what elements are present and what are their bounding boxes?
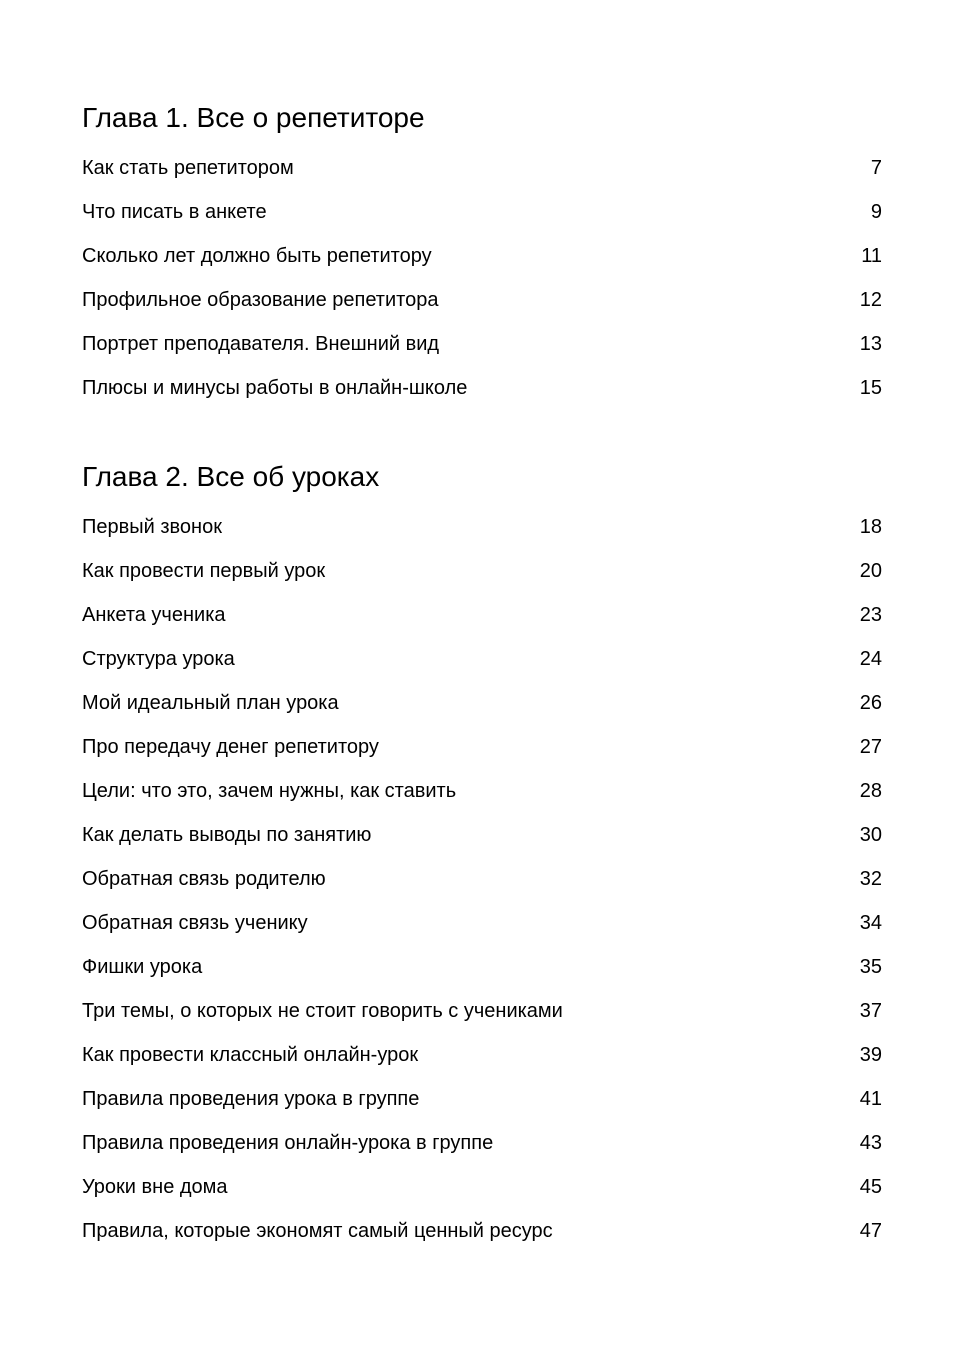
toc-entry-page: 35 <box>859 956 882 978</box>
toc-entry-title: Правила проведения урока в группе <box>82 1088 420 1110</box>
toc-entry-title: Как делать выводы по занятию <box>82 824 372 846</box>
toc-entry-title: Сколько лет должно быть репетитору <box>82 245 432 267</box>
toc-entry[interactable] <box>82 1043 882 1087</box>
chapter-1-toc-list <box>82 156 882 420</box>
toc-entry[interactable] <box>82 911 882 955</box>
toc-entry-title: Правила, которые экономят самый ценный ресурс <box>82 1220 553 1242</box>
toc-entry-page: 18 <box>859 516 882 538</box>
toc-entry-title: Цели: что это, зачем нужны, как ставить <box>82 780 457 802</box>
toc-entry-page: 37 <box>859 1000 882 1022</box>
toc-entry[interactable] <box>82 735 882 779</box>
toc-entry-title: Мой идеальный план урока <box>82 692 339 714</box>
toc-entry-title: Портрет преподавателя. Внешний вид <box>82 333 440 355</box>
chapter-2-toc-list <box>82 515 882 1263</box>
toc-entry-title: Обратная связь родителю <box>82 868 326 890</box>
toc-entry-page: 23 <box>859 604 882 626</box>
toc-entry-title: Правила проведения онлайн-урока в группе <box>82 1132 494 1154</box>
toc-entry-page: 41 <box>859 1088 882 1110</box>
toc-entry[interactable] <box>82 332 882 376</box>
toc-entry-page: 11 <box>861 245 882 267</box>
toc-entry-title: Плюсы и минусы работы в онлайн-школе <box>82 377 468 399</box>
toc-entry[interactable] <box>82 515 882 559</box>
toc-entry-page: 12 <box>859 289 882 311</box>
toc-entry-page: 34 <box>859 912 882 934</box>
toc-entry-page: 15 <box>859 377 882 399</box>
toc-entry-page: 30 <box>859 824 882 846</box>
toc-entry-title: Про передачу денег репетитору <box>82 736 379 758</box>
toc-entry[interactable] <box>82 1175 882 1219</box>
toc-entry-title: Фишки урока <box>82 956 203 978</box>
chapter-2-section <box>82 460 882 1263</box>
toc-entry-page: 32 <box>859 868 882 890</box>
toc-entry[interactable] <box>82 376 882 420</box>
toc-entry[interactable] <box>82 244 882 288</box>
toc-entry-page: 26 <box>859 692 882 714</box>
toc-entry-page: 39 <box>859 1044 882 1066</box>
toc-entry-title: Три темы, о которых не стоит говорить с учениками <box>82 1000 563 1022</box>
toc-entry-page: 9 <box>870 201 882 223</box>
toc-entry[interactable] <box>82 955 882 999</box>
chapter-1-section <box>82 101 882 420</box>
toc-entry-page: 24 <box>859 648 882 670</box>
toc-entry-page: 7 <box>870 157 882 179</box>
toc-entry-title: Структура урока <box>82 648 235 670</box>
toc-entry[interactable] <box>82 779 882 823</box>
toc-entry-title: Анкета ученика <box>82 604 226 626</box>
toc-entry-title: Обратная связь ученику <box>82 912 308 934</box>
toc-entry[interactable] <box>82 867 882 911</box>
toc-entry[interactable] <box>82 1219 882 1263</box>
toc-entry[interactable] <box>82 999 882 1043</box>
toc-entry[interactable] <box>82 1131 882 1175</box>
toc-entry-page: 13 <box>859 333 882 355</box>
chapter-2-title: Глава 2. Все об уроках <box>82 461 380 492</box>
toc-entry[interactable] <box>82 823 882 867</box>
toc-entry-page: 28 <box>859 780 882 802</box>
toc-entry[interactable] <box>82 603 882 647</box>
chapter-1-title: Глава 1. Все о репетиторе <box>82 102 425 133</box>
toc-entry-title: Как провести классный онлайн-урок <box>82 1044 419 1066</box>
toc-entry-page: 27 <box>859 736 882 758</box>
toc-entry-title: Первый звонок <box>82 516 222 538</box>
toc-entry-title: Как стать репетитором <box>82 157 294 179</box>
toc-entry[interactable] <box>82 691 882 735</box>
toc-entry[interactable] <box>82 200 882 244</box>
toc-entry-title: Уроки вне дома <box>82 1176 228 1198</box>
toc-entry-title: Профильное образование репетитора <box>82 289 439 311</box>
toc-entry[interactable] <box>82 647 882 691</box>
toc-entry[interactable] <box>82 288 882 332</box>
toc-entry[interactable] <box>82 156 882 200</box>
toc-entry[interactable] <box>82 1087 882 1131</box>
toc-entry-page: 20 <box>859 560 882 582</box>
toc-entry-page: 45 <box>859 1176 882 1198</box>
toc-entry-title: Что писать в анкете <box>82 201 267 223</box>
toc-entry[interactable] <box>82 559 882 603</box>
toc-entry-page: 47 <box>859 1220 882 1242</box>
toc-entry-title: Как провести первый урок <box>82 560 326 582</box>
toc-entry-page: 43 <box>859 1132 882 1154</box>
